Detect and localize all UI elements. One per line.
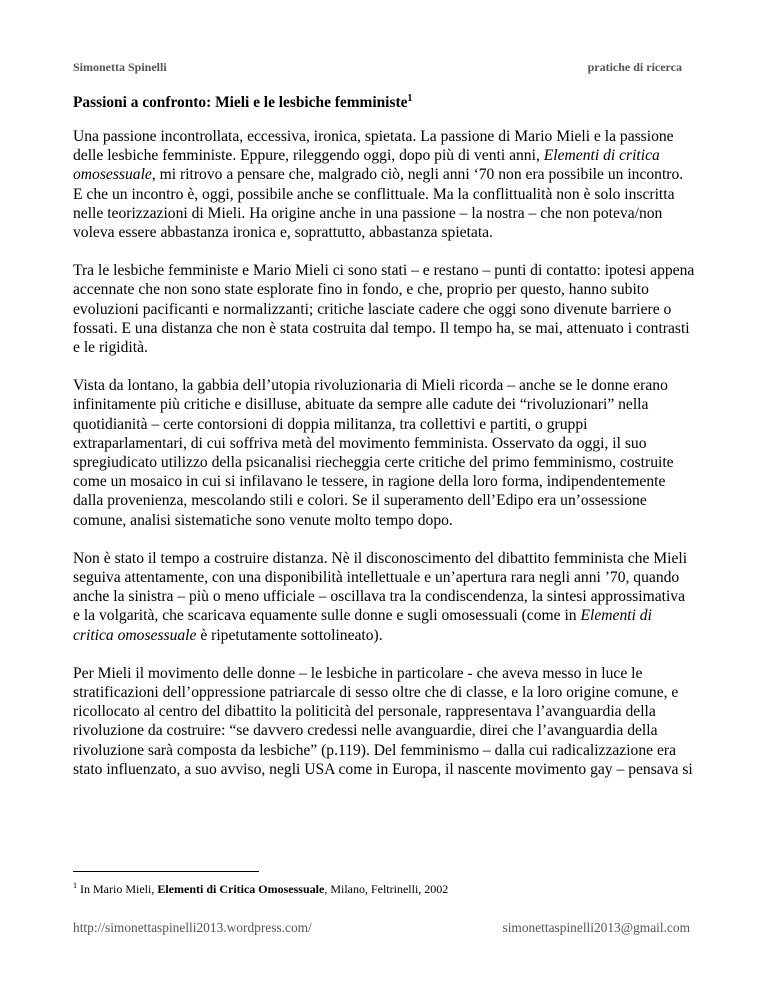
footnote-divider	[73, 871, 259, 872]
title-footnote-marker[interactable]: 1	[407, 92, 413, 104]
paragraph	[73, 549, 695, 645]
paragraph-text: Per Mieli il movimento delle donne – le lesbiche in particolare - che aveva messo in luce le stratificazioni dell’oppressione patriarcale di sesso oltre che di classe, e la loro origine comune, e ricollocato al centro del dibattito la politicità del personale, rappresentava l’avanguardia della rivoluzione da costruire: “se davvero credessi nelle avanguardie, direi che l’avanguardia della rivoluzione sarà composta da lesbiche” (p.119). Del femminismo – dalla cui radicalizzazione era stato influenzato, a suo avviso, negli USA come in Europa, il nascente movimento gay – pensava si	[73, 664, 693, 778]
footer-url-link[interactable]: http://simonettaspinelli2013.wordpress.com/	[73, 920, 312, 935]
paragraph-text: è ripetutamente sottolineato).	[196, 626, 383, 644]
paragraph	[73, 127, 695, 242]
footnote-text-after: , Milano, Feltrinelli, 2002	[324, 882, 449, 896]
paragraph	[73, 261, 695, 357]
paragraph	[73, 376, 695, 530]
paragraph-text: Tra le lesbiche femministe e Mario Mieli ci sono stati – e restano – punti di contatto: ipotesi appena accennate che non sono state esplorate fino in fondo, e che, proprio per questo, hanno subito evoluzioni pacificanti e normalizzanti; critiche lasciate cadere che oggi sono divenute barriere o fossati. E una distanza che non è stata costruita dal tempo. Il tempo ha, se mai, attenuato i contrasti e le rigidità.	[73, 262, 695, 357]
title-text: Passioni a confronto: Mieli e le lesbiche femministe	[73, 94, 408, 111]
header-author: Simonetta Spinelli	[73, 60, 167, 74]
footer-email-link[interactable]: simonettaspinelli2013@gmail.com	[502, 920, 690, 935]
header-section: pratiche di ricerca	[587, 60, 682, 74]
footnote	[73, 882, 448, 897]
book-title-italic: Elementi di critica omosessuale	[73, 607, 652, 644]
footnote-marker: 1	[73, 881, 77, 890]
paragraph	[73, 664, 695, 779]
book-title-italic: Elementi di critica omosessuale	[73, 147, 660, 184]
footnote-text-before: In Mario Mieli,	[77, 882, 158, 896]
paragraph-text: Vista da lontano, la gabbia dell’utopia rivoluzionaria di Mieli ricorda – anche se le donne erano infinitamente più critiche e disilluse, abituate da sempre alle cadute dei “rivoluzionari” nella quotidianità – certe contorsioni di doppia militanza, tra collettivi e partiti, o gruppi extraparlamentari, di cui soffriva metà del movimento femminista. Osservato da oggi, il suo spregiudicato utilizzo della psicanalisi riecheggia certe critiche del primo femminismo, costruite come un mosaico in cui si infilavano le tessere, in ragione della loro forma, indipendentemente dalla provenienza, mescolando stili e colori. Se il superamento dell’Edipo era un’ossessione comune, analisi sistematiche sono venute molto tempo dopo.	[73, 377, 674, 529]
paragraph-text: Non è stato il tempo a costruire distanza. Nè il disconoscimento del dibattito femminista che Mieli seguiva attentamente, con una disponibilità intellettuale e un’apertura rara negli anni ’70, quando anche la sinistra – più o meno ufficiale – oscillava tra la condiscendenza, la sintesi approssimativa e la volgarità, che scaricava equamente sulle donne e sugli omosessuali (come in	[73, 549, 688, 625]
article-body	[73, 127, 695, 798]
footnote-book-title: Elementi di Critica Omosessuale	[157, 882, 325, 896]
article-title	[73, 94, 412, 112]
paragraph-text: , mi ritrovo a pensare che, malgrado ciò, negli anni ‘70 non era possibile un incontro. E che un incontro è, oggi, possibile anche se conflittuale. Ma la conflittualità non è solo inscritta nelle teorizzazioni di Mieli. Ha origine anche in una passione – la nostra – che non poteva/non voleva essere abbastanza ironica e, soprattutto, abbastanza spietata.	[73, 166, 684, 242]
running-header	[73, 60, 682, 76]
paragraph-text: Una passione incontrollata, eccessiva, ironica, spietata. La passione di Mario Mieli e la passione delle lesbiche femministe. Eppure, rileggendo oggi, dopo più di venti anni,	[73, 128, 674, 165]
